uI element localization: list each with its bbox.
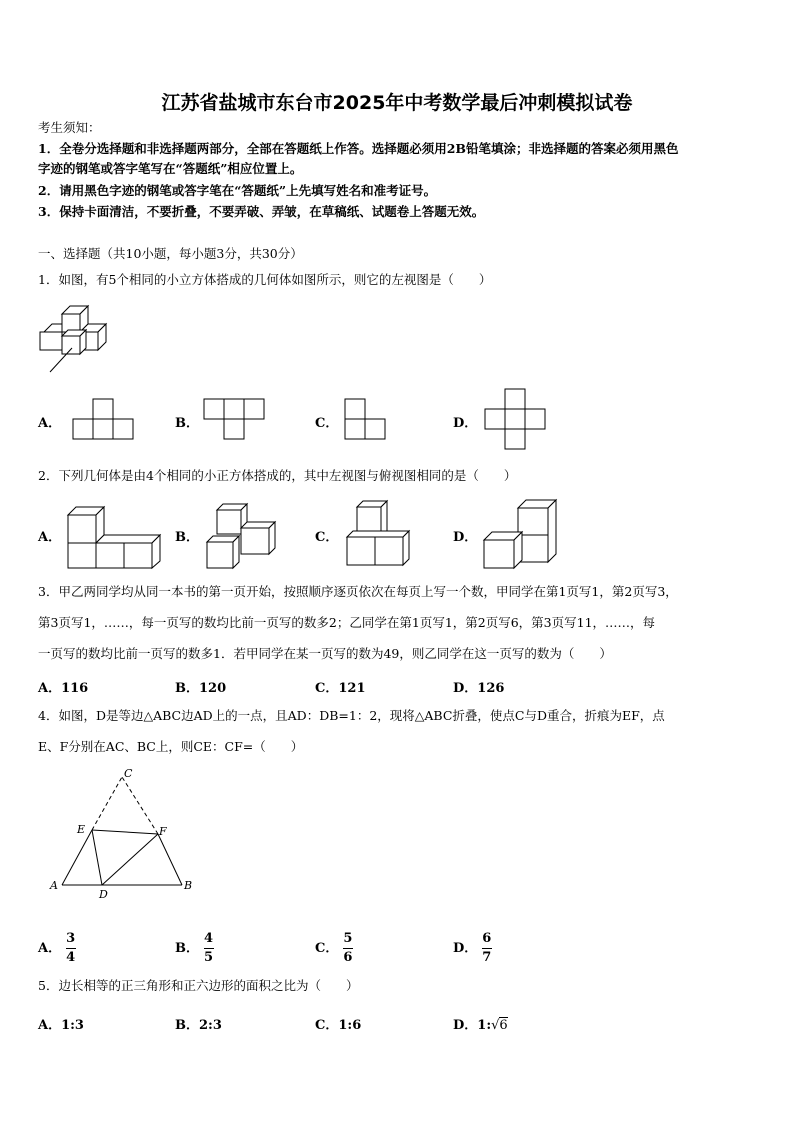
question-5-stem: 5．边长相等的正三角形和正六边形的面积之比为（ ） [38,978,359,993]
q4-option-d-fraction: $\frac{6}{7}$ [482,931,492,965]
question-2-stem: 2．下列几何体是由4个相同的小正方体搭成的，其中左视图与俯视图相同的是（ ） [38,468,517,483]
q5-option-b: B．2:3 [175,1018,222,1033]
question-1-stem: 1．如图，有5个相同的小立方体搭成的几何体如图所示，则它的左视图是（ ） [38,272,492,287]
q3-option-a: A．116 [38,681,89,696]
sqrt-sign-icon: √ [491,1018,500,1033]
question-3-line-3: 一页写的数均比前一页写的数多1．若甲同学在某一页写的数为49，则乙同学在这一页写的数为（ ） [38,646,612,661]
q2-option-d-label: D． [453,530,478,545]
q2-option-a-figure [66,505,164,569]
q1-option-d-label: D． [453,416,478,431]
q3-option-b: B．120 [175,681,227,696]
notice-line-3: 2．请用黑色字迹的钢笔或答字笔在“答题纸”上先填写姓名和准考证号。 [38,183,437,198]
q4-point-e: E [77,823,86,836]
q1-option-c-label: C． [315,416,339,431]
q4-option-a-fraction: $\frac{3}{4}$ [66,931,76,965]
notice-line-2: 字迹的钢笔或答字笔写在“答题纸”相应位置上。 [38,161,303,176]
q4-option-a: A． $\frac{3}{4}$ [38,931,76,965]
q1-option-d-figure [484,388,546,450]
q2-option-b-label: B． [175,530,199,545]
q2-option-d-figure [482,498,562,570]
question-3-line-1: 3．甲乙两同学均从同一本书的第一页开始，按照顺序逐页依次在每页上写一个数，甲同学在第1页写1，第2页写3， [38,584,678,599]
q4-triangle-figure [40,765,200,905]
section-heading: 一、选择题（共10小题，每小题3分，共30分） [38,246,303,261]
q1-option-a-figure [72,398,134,440]
q4-point-b: B [184,879,193,892]
q4-point-c: C [124,767,133,780]
q2-option-c-label: C． [315,530,339,545]
question-4-line-1: 4．如图，D是等边△ABC边AD上的一点，且AD：DB=1：2，现将△ABC折叠，使点C与D重合，折痕为EF，点 [38,708,665,723]
q3-option-c: C．121 [315,681,366,696]
q4-point-a: A [50,879,58,892]
q2-option-c-figure [345,497,413,567]
q4-point-f: F [159,825,167,838]
q4-option-d: D． $\frac{6}{7}$ [453,931,492,965]
q5-option-d: D．1:√6 [453,1018,508,1033]
q3-option-d: D．126 [453,681,505,696]
q5-option-a: A．1:3 [38,1018,84,1033]
notice-line-1: 1．全卷分选择题和非选择题两部分，全部在答题纸上作答。选择题必须用2B铅笔填涂；非选择题的答案必须用黑色 [38,141,679,156]
q1-solid-figure [38,302,110,374]
q4-option-c-fraction: $\frac{5}{6}$ [343,931,353,965]
q1-option-b-label: B． [175,416,199,431]
q4-option-b: B． $\frac{4}{5}$ [175,931,214,965]
q2-option-a-label: A． [38,530,62,545]
q4-point-d: D [99,888,108,901]
q2-option-b-figure [205,500,279,570]
notice-heading: 考生须知： [38,120,101,135]
question-4-line-2: E、F分别在AC、BC上，则CE：CF=（ ） [38,739,304,754]
question-3-line-2: 第3页写1，……，每一页写的数均比前一页写的数多2；乙同学在第1页写1，第2页写6，第3页写11，……，每 [38,615,656,630]
notice-line-4: 3．保持卡面清洁，不要折叠，不要弄破、弄皱，在草稿纸、试题卷上答题无效。 [38,204,485,219]
q4-option-c: C． $\frac{5}{6}$ [315,931,353,965]
page-title: 江苏省盐城市东台市2025年中考数学最后冲刺模拟试卷 [161,92,633,114]
q1-option-b-figure [203,398,265,440]
q1-option-a-label: A． [38,416,62,431]
q4-option-b-fraction: $\frac{4}{5}$ [204,931,214,965]
q5-option-c: C．1:6 [315,1018,362,1033]
q1-option-c-figure [344,398,386,440]
